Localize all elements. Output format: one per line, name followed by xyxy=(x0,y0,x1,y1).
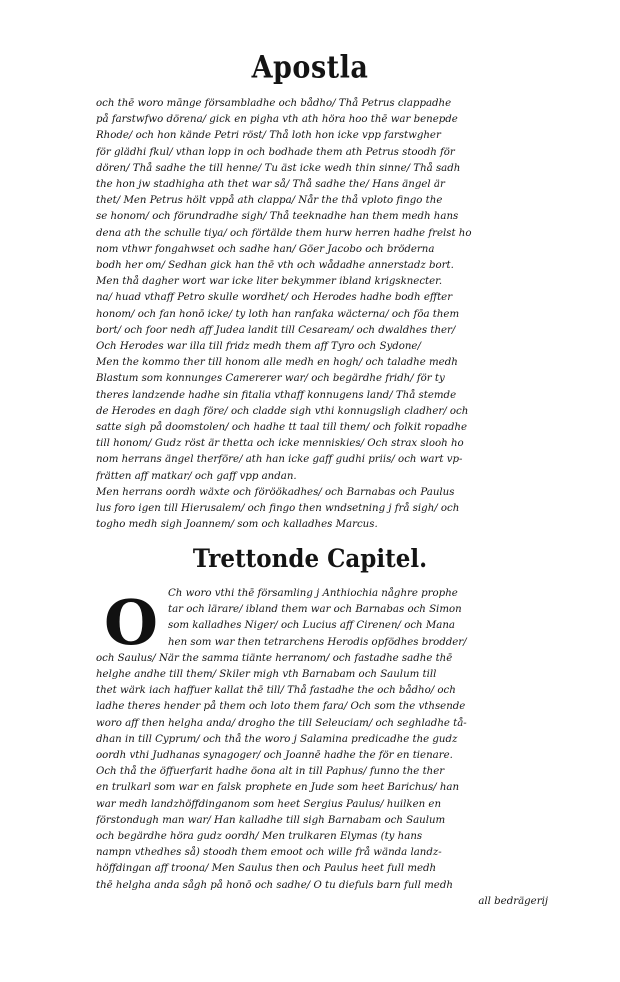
text-line: Rhode/ och hon kände Petri röst/ Thå loth hon icke vpp farstwgher xyxy=(96,130,441,142)
chapter-title: Trettonde Capitel. xyxy=(192,543,428,574)
text-line: oordh vthi Judhanas synagoger/ och Joannē hadhe the för en tienare. xyxy=(96,750,453,762)
text-line: och begärdhe höra gudz oordh/ Men trulkaren Elymas (ty hans xyxy=(96,831,423,843)
running-head: Apostla xyxy=(251,49,369,86)
text-line: för glädhi fkul/ vthan lopp in och bodhade them ath Petrus stoodh för xyxy=(96,146,455,158)
text-line: all bedrägerij xyxy=(478,895,548,907)
text-line: Blastum som konnunges Camererer war/ och begärdhe fridh/ för ty xyxy=(96,373,445,385)
text-line: war medh landzhöffdinganom som heet Sergius Paulus/ huilken en xyxy=(96,798,442,810)
text-line: lus foro igen till Hierusalem/ och fingo then wndsetning j frå sigh/ och xyxy=(96,503,460,515)
text-line: bodh her om/ Sedhan gick han thē vth och wådadhe annerstadz bort. xyxy=(96,260,454,272)
text-line: Men herrans oordh wäxte och föröökadhes/ och Barnabas och Paulus xyxy=(96,486,455,498)
text-line: och thē woro mānge försambladhe och bådho/ Thå Petrus clappadhe xyxy=(96,98,452,109)
text-block-acts-12 xyxy=(96,96,548,533)
text-line: honom/ och fan honō icke/ ty loth han ranfaka wäcterna/ och fōa them xyxy=(96,308,460,320)
text-line: till honom/ Gudz röst är thetta och icke menniskies/ Och strax slooh ho xyxy=(96,438,464,450)
text-line: Men the kommo ther till honom alle medh en hogh/ och taladhe medh xyxy=(96,357,458,369)
text-line: the hon jw stadhigha ath thet war så/ Thå sadhe the/ Hans ängel är xyxy=(96,179,445,191)
text-block-acts-13 xyxy=(96,586,548,910)
text-line: hen som war then tetrarchens Herodis opfödhes brodder/ xyxy=(168,636,467,648)
text-line: togho medh sigh Joannem/ som och kalladhes Marcus. xyxy=(96,519,378,531)
text-line: dena ath the schulle tiya/ och förtälde them hurw herren hadhe frelst ho xyxy=(96,227,472,239)
text-line: satte sigh på doomstolen/ och hadhe tt taal till them/ och folkit ropadhe xyxy=(96,422,468,434)
text-line: ladhe theres hender på them och loto them fara/ Och som the vthsende xyxy=(96,701,466,713)
text-line: dören/ Thå sadhe the till henne/ Tu äst icke wedh thin sinne/ Thå sadh xyxy=(96,162,461,174)
text-line: bort/ och foor nedh aff Judea landit till Cesaream/ och dwaldhes ther/ xyxy=(96,324,456,336)
text-line: theres landzende hadhe sin fitalia vthaff konnugens land/ Thå stemde xyxy=(96,389,457,401)
text-line: som kalladhes Niger/ och Lucius aff Cirenen/ och Mana xyxy=(168,620,455,632)
text-line: nom herrans ängel therföre/ ath han icke gaff gudhi priis/ och wart vp- xyxy=(96,454,463,466)
text-line: tar och lärare/ ibland them war och Barnabas och Simon xyxy=(168,604,462,616)
text-line: höffdingan aff troona/ Men Saulus then och Paulus heet full medh xyxy=(96,863,437,875)
text-line: de Herodes en dagh före/ och cladde sigh vthi konnugsligh cladher/ och xyxy=(96,405,469,417)
text-line: en trulkarl som war en falsk prophete en Jude som heet Barichus/ han xyxy=(96,782,460,794)
drop-initial-letter: O xyxy=(103,586,158,659)
text-line: helghe andhe till them/ Skiler migh vth Barnabam och Saulum till xyxy=(96,669,437,681)
text-line: Och thå the öffuerfarit hadhe öona alt in till Paphus/ funno the ther xyxy=(96,766,445,778)
text-line: woro aff then helgha anda/ drogho the till Seleuciam/ och seghladhe tå- xyxy=(96,717,467,729)
text-line: thet/ Men Petrus hölt vppå ath clappa/ Når the thå vploto fingo the xyxy=(96,195,443,207)
text-line: thē helgha anda sågh på honō och sadhe/ O tu diefuls barn full medh xyxy=(96,879,453,891)
text-line: se honom/ och förundradhe sigh/ Thå teeknadhe han them medh hans xyxy=(96,211,459,223)
text-line: nom vthwr fongahwset och sadhe han/ Göer Jacobo och bröderna xyxy=(96,243,435,255)
text-line: frätten aff matkar/ och gaff vpp andan. xyxy=(96,470,297,482)
text-line: na/ huad vthaff Petro skulle wordhet/ och Herodes hadhe bodh effter xyxy=(96,292,453,304)
text-line: Men thå dagher wort war icke liter bekymmer ibland krigsknecter. xyxy=(96,276,443,288)
text-line: thet wärk iach haffuer kallat thē till/ Thå fastadhe the och bådho/ och xyxy=(96,685,456,697)
text-line: Ch woro vthi thē församling j Anthiochia någhre prophe xyxy=(168,588,458,599)
text-line: och Saulus/ När the samma tiänte herranom/ och fastadhe sadhe thē xyxy=(96,652,453,664)
text-line: Och Herodes war illa till fridz medh them aff Tyro och Sydone/ xyxy=(96,341,421,353)
text-line: dhan in till Cyprum/ och thå the woro j Salamina predicadhe the gudz xyxy=(96,733,458,745)
text-line: på farstwfwo dörena/ gick en pigha vth ath höra hoo thē war benepde xyxy=(96,114,458,126)
text-line: nampn vthedhes så) stoodh them emoot och wille frå wända landz- xyxy=(96,847,442,859)
text-line: förstondugh man war/ Han kalladhe till sigh Barnabam och Saulum xyxy=(96,814,446,826)
